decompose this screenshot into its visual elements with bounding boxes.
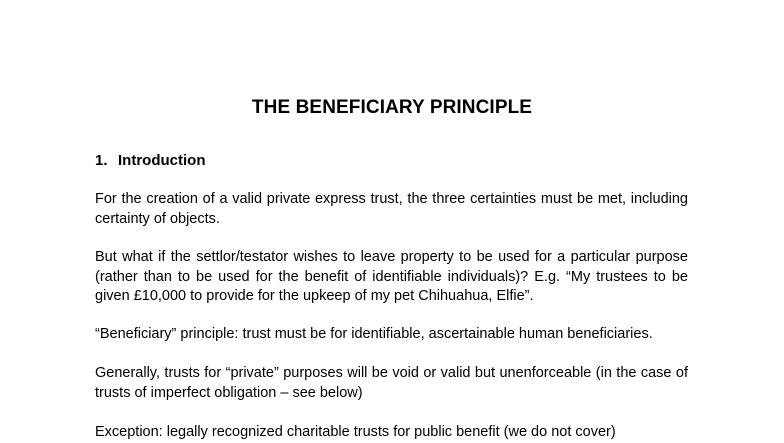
section-title: Introduction [118, 152, 206, 169]
section-number: 1. [95, 152, 108, 169]
paragraph-beneficiary-principle: “Beneficiary” principle: trust must be for identifiable, ascertainable human beneficiaries. [95, 326, 653, 342]
paragraph-exception: Exception: legally recognized charitable trusts for public benefit (we do not cover) [95, 424, 616, 440]
paragraph-private-purposes: Generally, trusts for “private” purposes will be void or valid but unenforceable (in the case of trusts of imperfect obligation – see below) [95, 365, 688, 401]
paragraph-certainties: For the creation of a valid private express trust, the three certainties must be met, including certainty of objects. [95, 191, 688, 227]
document-title: THE BENEFICIARY PRINCIPLE [251, 97, 533, 118]
paragraph-purpose-question: But what if the settlor/testator wishes to leave property to be used for a particular purpose (rather than to be used for the benefit of identifiable individuals)? E.g. “My trustees to be given £10,000 to provide for the upkeep of my pet Chihuahua, Elfie”. [95, 249, 688, 304]
section-heading [95, 152, 205, 170]
